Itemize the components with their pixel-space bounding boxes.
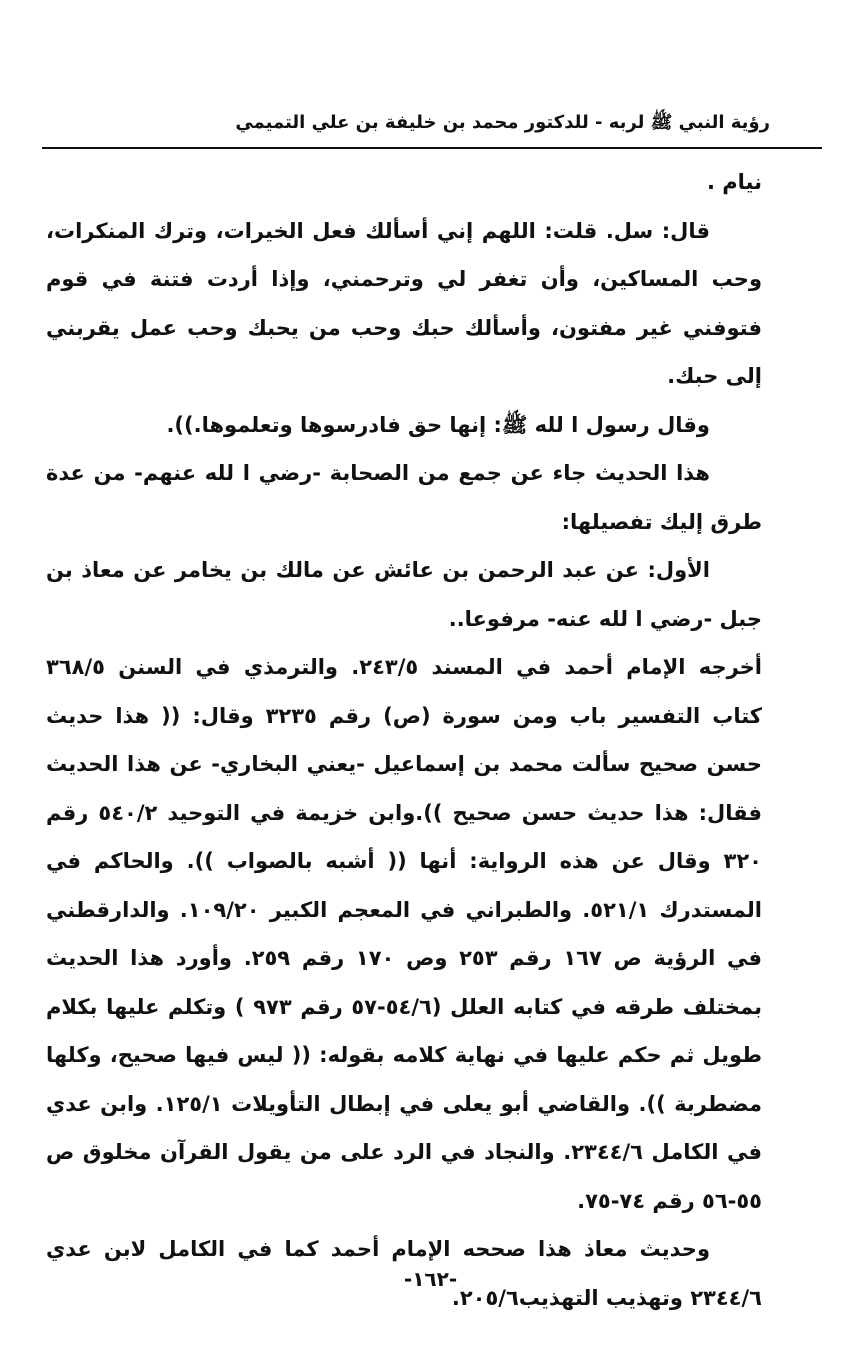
page-number: -١٦٢- (403, 1267, 458, 1291)
running-header (42, 105, 822, 149)
paragraph-references: أخرجه الإمام أحمد في المسند ٢٤٣/٥. والترمذي في السنن ٣٦٨/٥ كتاب التفسير باب ومن سورة (ص) رقم ٣٢٣٥ وقال: (( هذا حديث حسن صحيح سألت محمد بن إسماعيل -يعني البخاري- عن هذا الحديث فقال: هذا حديث حسن صحيح )).وابن خزيمة في التوحيد ٥٤٠/٢ رقم ٣٢٠ وقال عن هذه الرواية: أنها (( أشبه بالصواب )). والحاكم في المستدرك ٥٢١/١. والطبراني في المعجم الكبير ١٠٩/٢٠. والدارقطني في الرؤية ص ١٦٧ رقم ٢٥٣ وص ١٧٠ رقم ٢٥٩. وأورد هذا الحديث بمختلف طرقه في كتابه العلل (٥٤/٦-٥٧ رقم ٩٧٣ ) وتكلم عليها بكلام طويل ثم حكم عليها في نهاية كلامه بقوله: (( ليس فيها صحيح، وكلها مضطربة )). والقاضي أبو يعلى في إبطال التأويلات ١٢٥/١. وابن عدي في الكامل ٢٣٤٤/٦. والنجاد في الرد على من يقول القرآن مخلوق ص ٥٥-٥٦ رقم ٧٤-٧٥. (46, 655, 762, 1213)
paragraph-first-chain: الأول: عن عبد الرحمن بن عائش عن مالك بن يخامر عن معاذ بن جبل -رضي ا لله عنه- مرفوعا.. (46, 558, 762, 631)
paragraph-prophet-saying: وقال رسول ا لله ﷺ: إنها حق فادرسوها وتعلموها.)). (166, 412, 710, 437)
paragraph-hadith-intro: هذا الحديث جاء عن جمع من الصحابة -رضي ا لله عنهم- من عدة طرق إليك تفصيلها: (46, 461, 762, 534)
header-title: رؤية النبي ﷺ لربه - للدكتور محمد بن خليفة بن علي التميمي (235, 112, 770, 133)
paragraph-continuation: نيام . (706, 170, 762, 194)
paragraph-prayer: قال: سل. قلت: اللهم إني أسألك فعل الخيرات، وترك المنكرات، وحب المساكين، وأن تغفر لي وترحمني، وإذا أردت فتنة في قوم فتوفني غير مفتون، وأسألك حبك وحب من يحبك وحب عمل يقربني إلى حبك. (46, 218, 762, 388)
paragraph-muadh-hadith: وحديث معاذ هذا صححه الإمام أحمد كما في الكامل لابن عدي ٢٣٤٤/٦ وتهذيب التهذيب٢٠٥/٦. (46, 1237, 762, 1310)
body-text (46, 158, 762, 1322)
